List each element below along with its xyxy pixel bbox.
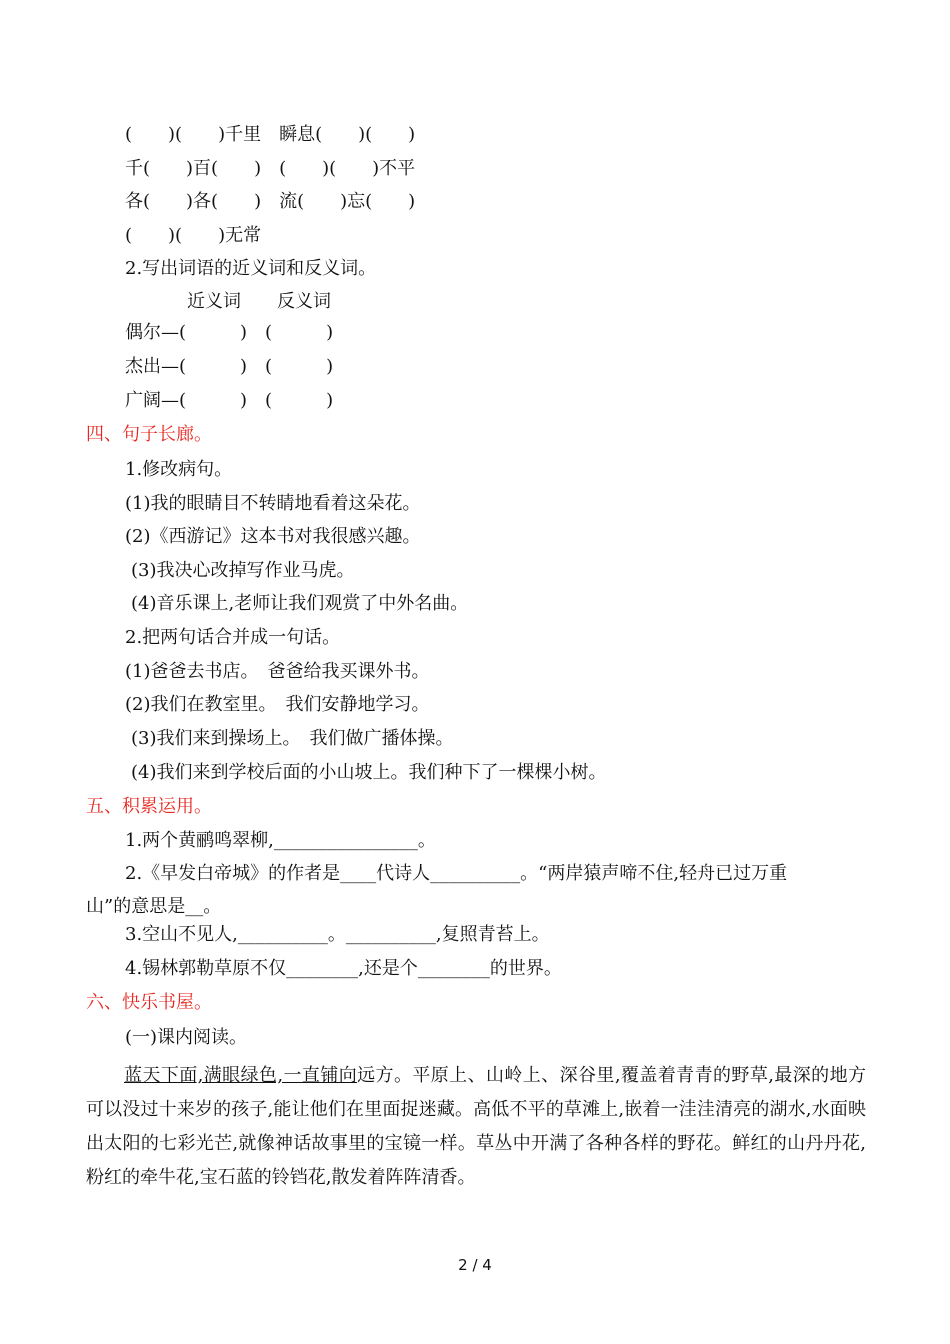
section4-q1-item: (1)我的眼睛目不转睛地看着这朵花。: [125, 493, 421, 514]
section4-q1-item: (3)我决心改掉写作业马虎。: [131, 560, 355, 581]
page-number: 2 / 4: [458, 1256, 492, 1274]
section4-q2-item: (4)我们来到学校后面的小山坡上。我们种下了一棵棵小树。: [131, 762, 607, 783]
section5-item-2-cont: 山”的意思是__。: [86, 896, 222, 917]
idiom-line-3: 各( )各( ) 流( )忘( ): [125, 191, 416, 212]
idiom-line-2: 千( )百( ) ( )( )不平: [125, 158, 416, 179]
section4-q2-item: (3)我们来到操场上。 我们做广播体操。: [131, 728, 454, 749]
idiom-line-4: ( )( )无常: [125, 225, 262, 246]
section5-item-1: 1.两个黄鹂鸣翠柳,________________。: [125, 830, 436, 851]
section4-q2-item: (2)我们在教室里。 我们安静地学习。: [125, 694, 430, 715]
section6-title: 六、快乐书屋。: [86, 992, 212, 1013]
q2-row-2: 杰出—( ) ( ): [125, 356, 334, 377]
q2-row-1: 偶尔—( ) ( ): [125, 322, 334, 343]
section5-item-2: 2.《早发白帝城》的作者是____代诗人__________。“两岸猿声啼不住,轻舟已过万重: [125, 863, 788, 884]
section4-q1: 1.修改病句。: [125, 459, 233, 480]
section5-title: 五、积累运用。: [86, 796, 212, 817]
passage-underlined: 蓝天下面,满眼绿色,一直铺向: [124, 1065, 358, 1086]
section4-q2: 2.把两句话合并成一句话。: [125, 627, 341, 648]
section6-sub: (一)课内阅读。: [125, 1027, 248, 1048]
section5-item-4: 4.锡林郭勒草原不仅________,还是个________的世界。: [125, 958, 562, 979]
section4-q1-item: (2)《西游记》这本书对我很感兴趣。: [125, 526, 421, 547]
section5-item-3: 3.空山不见人,__________。__________,复照青苔上。: [125, 924, 550, 945]
section4-q2-item: (1)爸爸去书店。 爸爸给我买课外书。: [125, 661, 430, 682]
idiom-line-1: ( )( )千里 瞬息( )( ): [125, 124, 416, 145]
q2-title: 2.写出词语的近义词和反义词。: [125, 258, 377, 279]
passage-text: 远方。平原上、山岭上、深谷里,覆盖着青青的野草,最深的地方可以没过十来岁的孩子,能让他们在里面捉迷藏。高低不平的草滩上,嵌着一洼洼清亮的湖水,水面映出太阳的七彩光芒,就像神话故事里的宝镜一样。草丛中开满了各种各样的野花。鲜红的山丹丹花,粉红的牵牛花,宝石蓝的铃铛花,散发着阵阵清香。: [86, 1065, 866, 1188]
reading-passage: [86, 1059, 866, 1195]
section4-q1-item: (4)音乐课上,老师让我们观赏了中外名曲。: [131, 593, 469, 614]
q2-headers: 近义词 反义词: [187, 291, 331, 312]
q2-row-3: 广阔—( ) ( ): [125, 390, 334, 411]
section4-title: 四、句子长廊。: [86, 424, 212, 445]
